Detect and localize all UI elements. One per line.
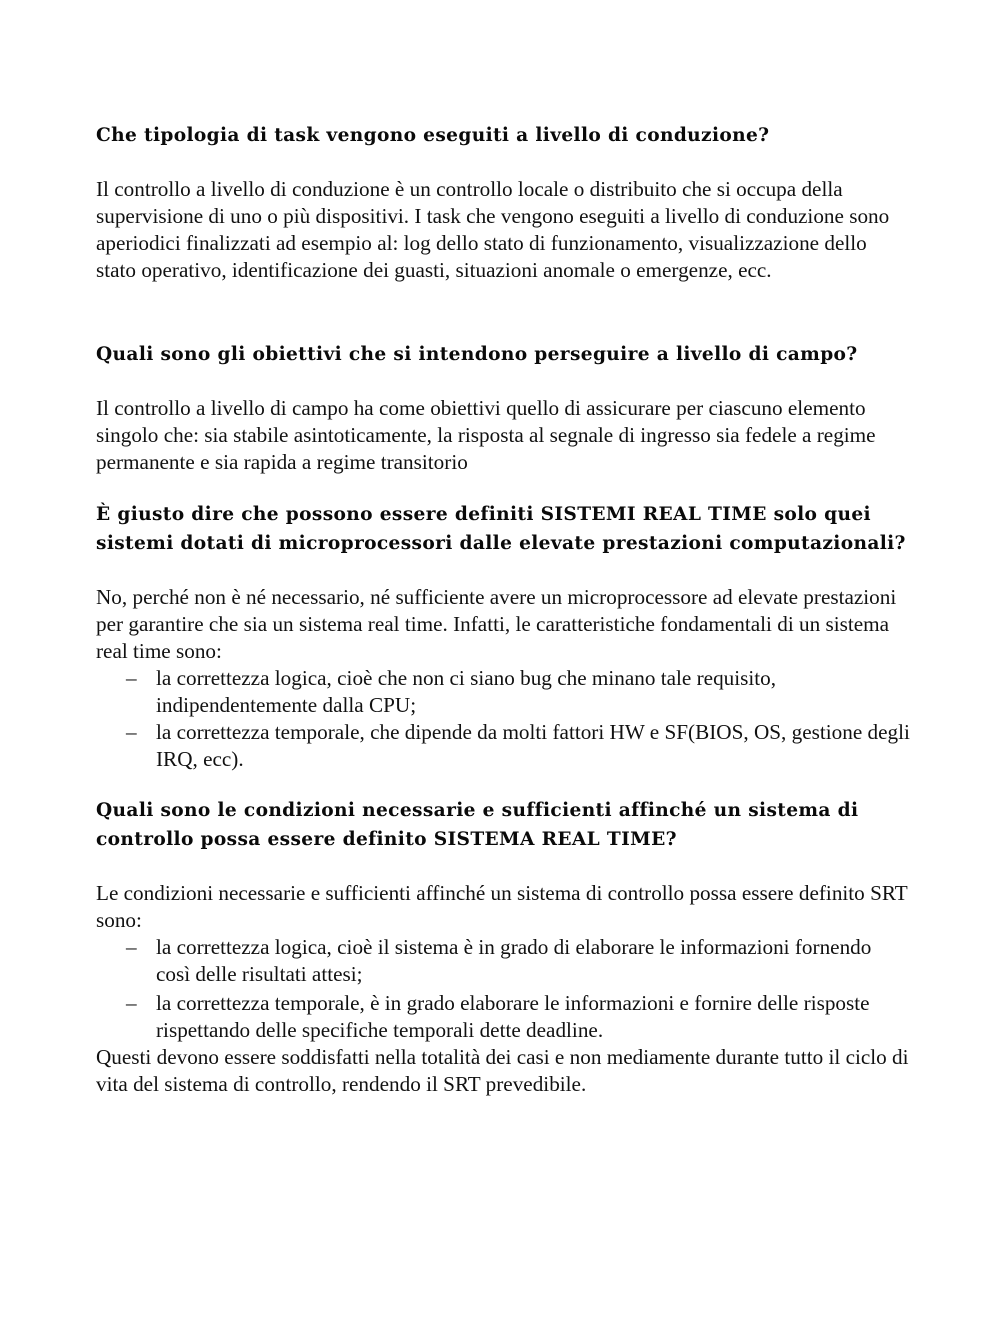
closing-paragraph: Questi devono essere soddisfatti nella totalità dei casi e non mediamente durante tutto il ciclo di vita del sistema di controllo, rendendo il SRT prevedibile.: [96, 1045, 909, 1096]
question-heading: Quali sono le condizioni necessarie e sufficienti affinché un sistema di controllo possa essere definito SISTEMA REAL TIME?: [96, 800, 859, 850]
dash-icon: –: [126, 935, 137, 959]
dash-icon: –: [126, 720, 137, 744]
bullet-list: [96, 665, 910, 773]
list-item: [126, 934, 910, 988]
answer-paragraph: Il controllo a livello di conduzione è un controllo locale o distribuito che si occupa della supervisione di uno o più dispositivi. I task che vengono eseguiti a livello di conduzione sono aperiodici finalizzati ad esempio al: log dello stato di funzionamento, visualizzazione dello stato operativo, identificazione dei guasti, situazioni anomale o emergenze, ecc.: [96, 177, 890, 282]
list-item-text: la correttezza temporale, è in grado elaborare le informazioni e fornire delle risposte rispettando delle specifiche temporali dette deadline.: [156, 991, 870, 1042]
bullet-list: [96, 934, 910, 1044]
answer-paragraph: Il controllo a livello di campo ha come obiettivi quello di assicurare per ciascuno elemento singolo che: sia stabile asintoticamente, la risposta al segnale di ingresso sia fedele a regime permanente e sia rapida a regime transitorio: [96, 396, 876, 474]
list-item-text: la correttezza logica, cioè che non ci siano bug che minano tale requisito, indipendentemente dalla CPU;: [156, 666, 777, 717]
answer-paragraph: Le condizioni necessarie e sufficienti affinché un sistema di controllo possa essere definito SRT sono:: [96, 881, 908, 932]
dash-icon: –: [126, 991, 137, 1015]
list-item-text: la correttezza logica, cioè il sistema è in grado di elaborare le informazioni fornendo così delle risultati attesi;: [156, 935, 872, 986]
question-heading: Quali sono gli obiettivi che si intendono perseguire a livello di campo?: [96, 344, 858, 365]
list-item: [126, 719, 910, 773]
list-item: [126, 665, 910, 719]
answer-paragraph: No, perché non è né necessario, né sufficiente avere un microprocessore ad elevate prestazioni per garantire che sia un sistema real time. Infatti, le caratteristiche fondamentali di un sistema real time sono:: [96, 585, 897, 663]
list-item-text: la correttezza temporale, che dipende da molti fattori HW e SF(BIOS, OS, gestione degli IRQ, ecc).: [156, 720, 910, 771]
question-heading: Che tipologia di task vengono eseguiti a livello di conduzione?: [96, 125, 770, 146]
dash-icon: –: [126, 666, 137, 690]
list-item: [126, 990, 910, 1044]
question-heading: È giusto dire che possono essere definiti SISTEMI REAL TIME solo quei sistemi dotati di microprocessori dalle elevate prestazioni computazionali?: [96, 504, 906, 554]
